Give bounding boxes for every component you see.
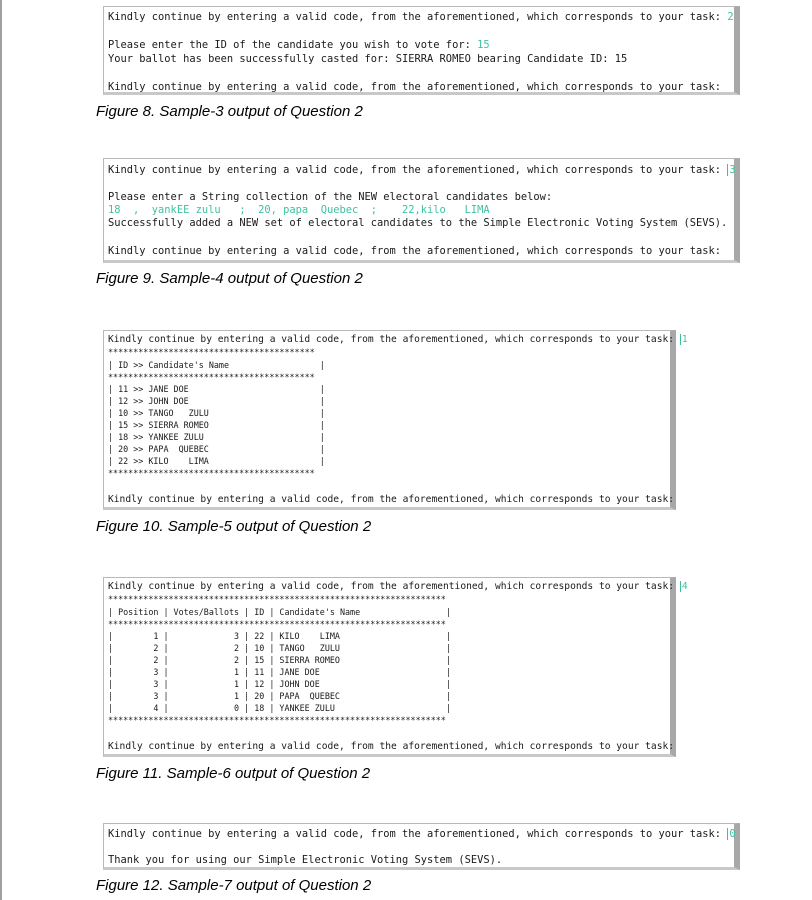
task-prompt-line xyxy=(108,164,736,176)
task-prompt-line-repeat: Kindly continue by entering a valid code, from the aforementioned, which corresponds to your task: xyxy=(108,741,675,752)
entered-code: 2 xyxy=(727,11,734,23)
page-left-rule xyxy=(0,0,2,900)
figure-8-console xyxy=(103,6,740,95)
ballot-result-line: Your ballot has been successfully casted for: SIERRA ROMEO bearing Candidate ID: 15 xyxy=(108,53,628,65)
prompt-text: Kindly continue by entering a valid code, from the aforementioned, which corresponds to your task: xyxy=(108,828,722,840)
table-row: | 22 >> KILO LIMA | xyxy=(108,456,325,466)
figure-9-console xyxy=(103,158,740,263)
entered-code: 1 xyxy=(681,334,688,345)
table-row: | 11 >> JANE DOE | xyxy=(108,384,325,394)
stars-border-bottom: ***************************************** xyxy=(108,468,315,478)
table-row: | 2 | 2 | 10 | TANGO ZULU | xyxy=(108,643,451,653)
prompt-text: Kindly continue by entering a valid code, from the aforementioned, which corresponds to your task: xyxy=(108,334,675,345)
table-row: | 12 >> JOHN DOE | xyxy=(108,396,325,406)
prompt-text: Kindly continue by entering a valid code, from the aforementioned, which corresponds to your task: xyxy=(108,581,675,592)
task-prompt-line xyxy=(108,828,736,840)
add-result-line: Successfully added a NEW set of electoral candidates to the Simple Electronic Voting System (SEVS). xyxy=(108,217,728,229)
stars-border-top: ******************************************************************* xyxy=(108,594,446,604)
prompt-text: Kindly continue by entering a valid code, from the aforementioned, which corresponds to your task: xyxy=(108,11,722,23)
stars-border-mid: ******************************************************************* xyxy=(108,619,446,629)
table-row: | 20 >> PAPA QUEBEC | xyxy=(108,444,325,454)
table-row: | 1 | 3 | 22 | KILO LIMA | xyxy=(108,631,451,641)
task-prompt-line-repeat: Kindly continue by entering a valid code, from the aforementioned, which corresponds to your task: xyxy=(108,245,722,257)
stars-border-bottom: ******************************************************************* xyxy=(108,715,446,725)
figure-11-caption: Figure 11. Sample-6 output of Question 2 xyxy=(96,765,371,782)
figure-8-caption: Figure 8. Sample-3 output of Question 2 xyxy=(96,103,363,120)
id-input-value: 15 xyxy=(477,39,490,51)
table-row: | 3 | 1 | 20 | PAPA QUEBEC | xyxy=(108,691,451,701)
thank-you-line: Thank you for using our Simple Electronic Voting System (SEVS). xyxy=(108,854,503,866)
task-prompt-line xyxy=(108,334,688,346)
table-header: | Position | Votes/Ballots | ID | Candidate's Name | xyxy=(108,607,451,617)
id-prompt-text: Please enter the ID of the candidate you wish to vote for: xyxy=(108,39,471,51)
task-prompt-line-repeat: Kindly continue by entering a valid code, from the aforementioned, which corresponds to your task: xyxy=(108,81,722,93)
figure-10-caption: Figure 10. Sample-5 output of Question 2 xyxy=(96,518,372,535)
table-row: | 15 >> SIERRA ROMEO | xyxy=(108,420,325,430)
figure-10-console xyxy=(103,330,688,510)
table-row: | 2 | 2 | 15 | SIERRA ROMEO | xyxy=(108,655,451,665)
id-prompt-line xyxy=(108,39,490,51)
stars-border-top: ***************************************** xyxy=(108,347,315,357)
figure-11-console xyxy=(103,577,688,757)
string-prompt-line: Please enter a String collection of the NEW electoral candidates below: xyxy=(108,191,553,203)
entered-code: 4 xyxy=(681,581,688,592)
entered-code: 0 xyxy=(729,828,736,840)
task-prompt-line xyxy=(108,11,734,23)
figure-9-caption: Figure 9. Sample-4 output of Question 2 xyxy=(96,270,363,287)
prompt-text: Kindly continue by entering a valid code, from the aforementioned, which corresponds to your task: xyxy=(108,164,722,176)
table-row: | 3 | 1 | 11 | JANE DOE | xyxy=(108,667,451,677)
stars-border-mid: ***************************************** xyxy=(108,372,315,382)
table-row: | 18 >> YANKEE ZULU | xyxy=(108,432,325,442)
table-header: | ID >> Candidate's Name | xyxy=(108,360,325,370)
entered-code: 3 xyxy=(729,164,736,176)
string-input-value: 18 , yankEE zulu ; 20, papa Quebec ; 22,kilo LIMA xyxy=(108,204,490,216)
table-row: | 3 | 1 | 12 | JOHN DOE | xyxy=(108,679,451,689)
figure-12-caption: Figure 12. Sample-7 output of Question 2 xyxy=(96,877,372,894)
figure-12-console xyxy=(103,823,740,870)
table-row: | 10 >> TANGO ZULU | xyxy=(108,408,325,418)
task-prompt-line-repeat: Kindly continue by entering a valid code, from the aforementioned, which corresponds to your task: xyxy=(108,494,675,505)
task-prompt-line xyxy=(108,581,688,593)
table-row: | 4 | 0 | 18 | YANKEE ZULU | xyxy=(108,703,451,713)
